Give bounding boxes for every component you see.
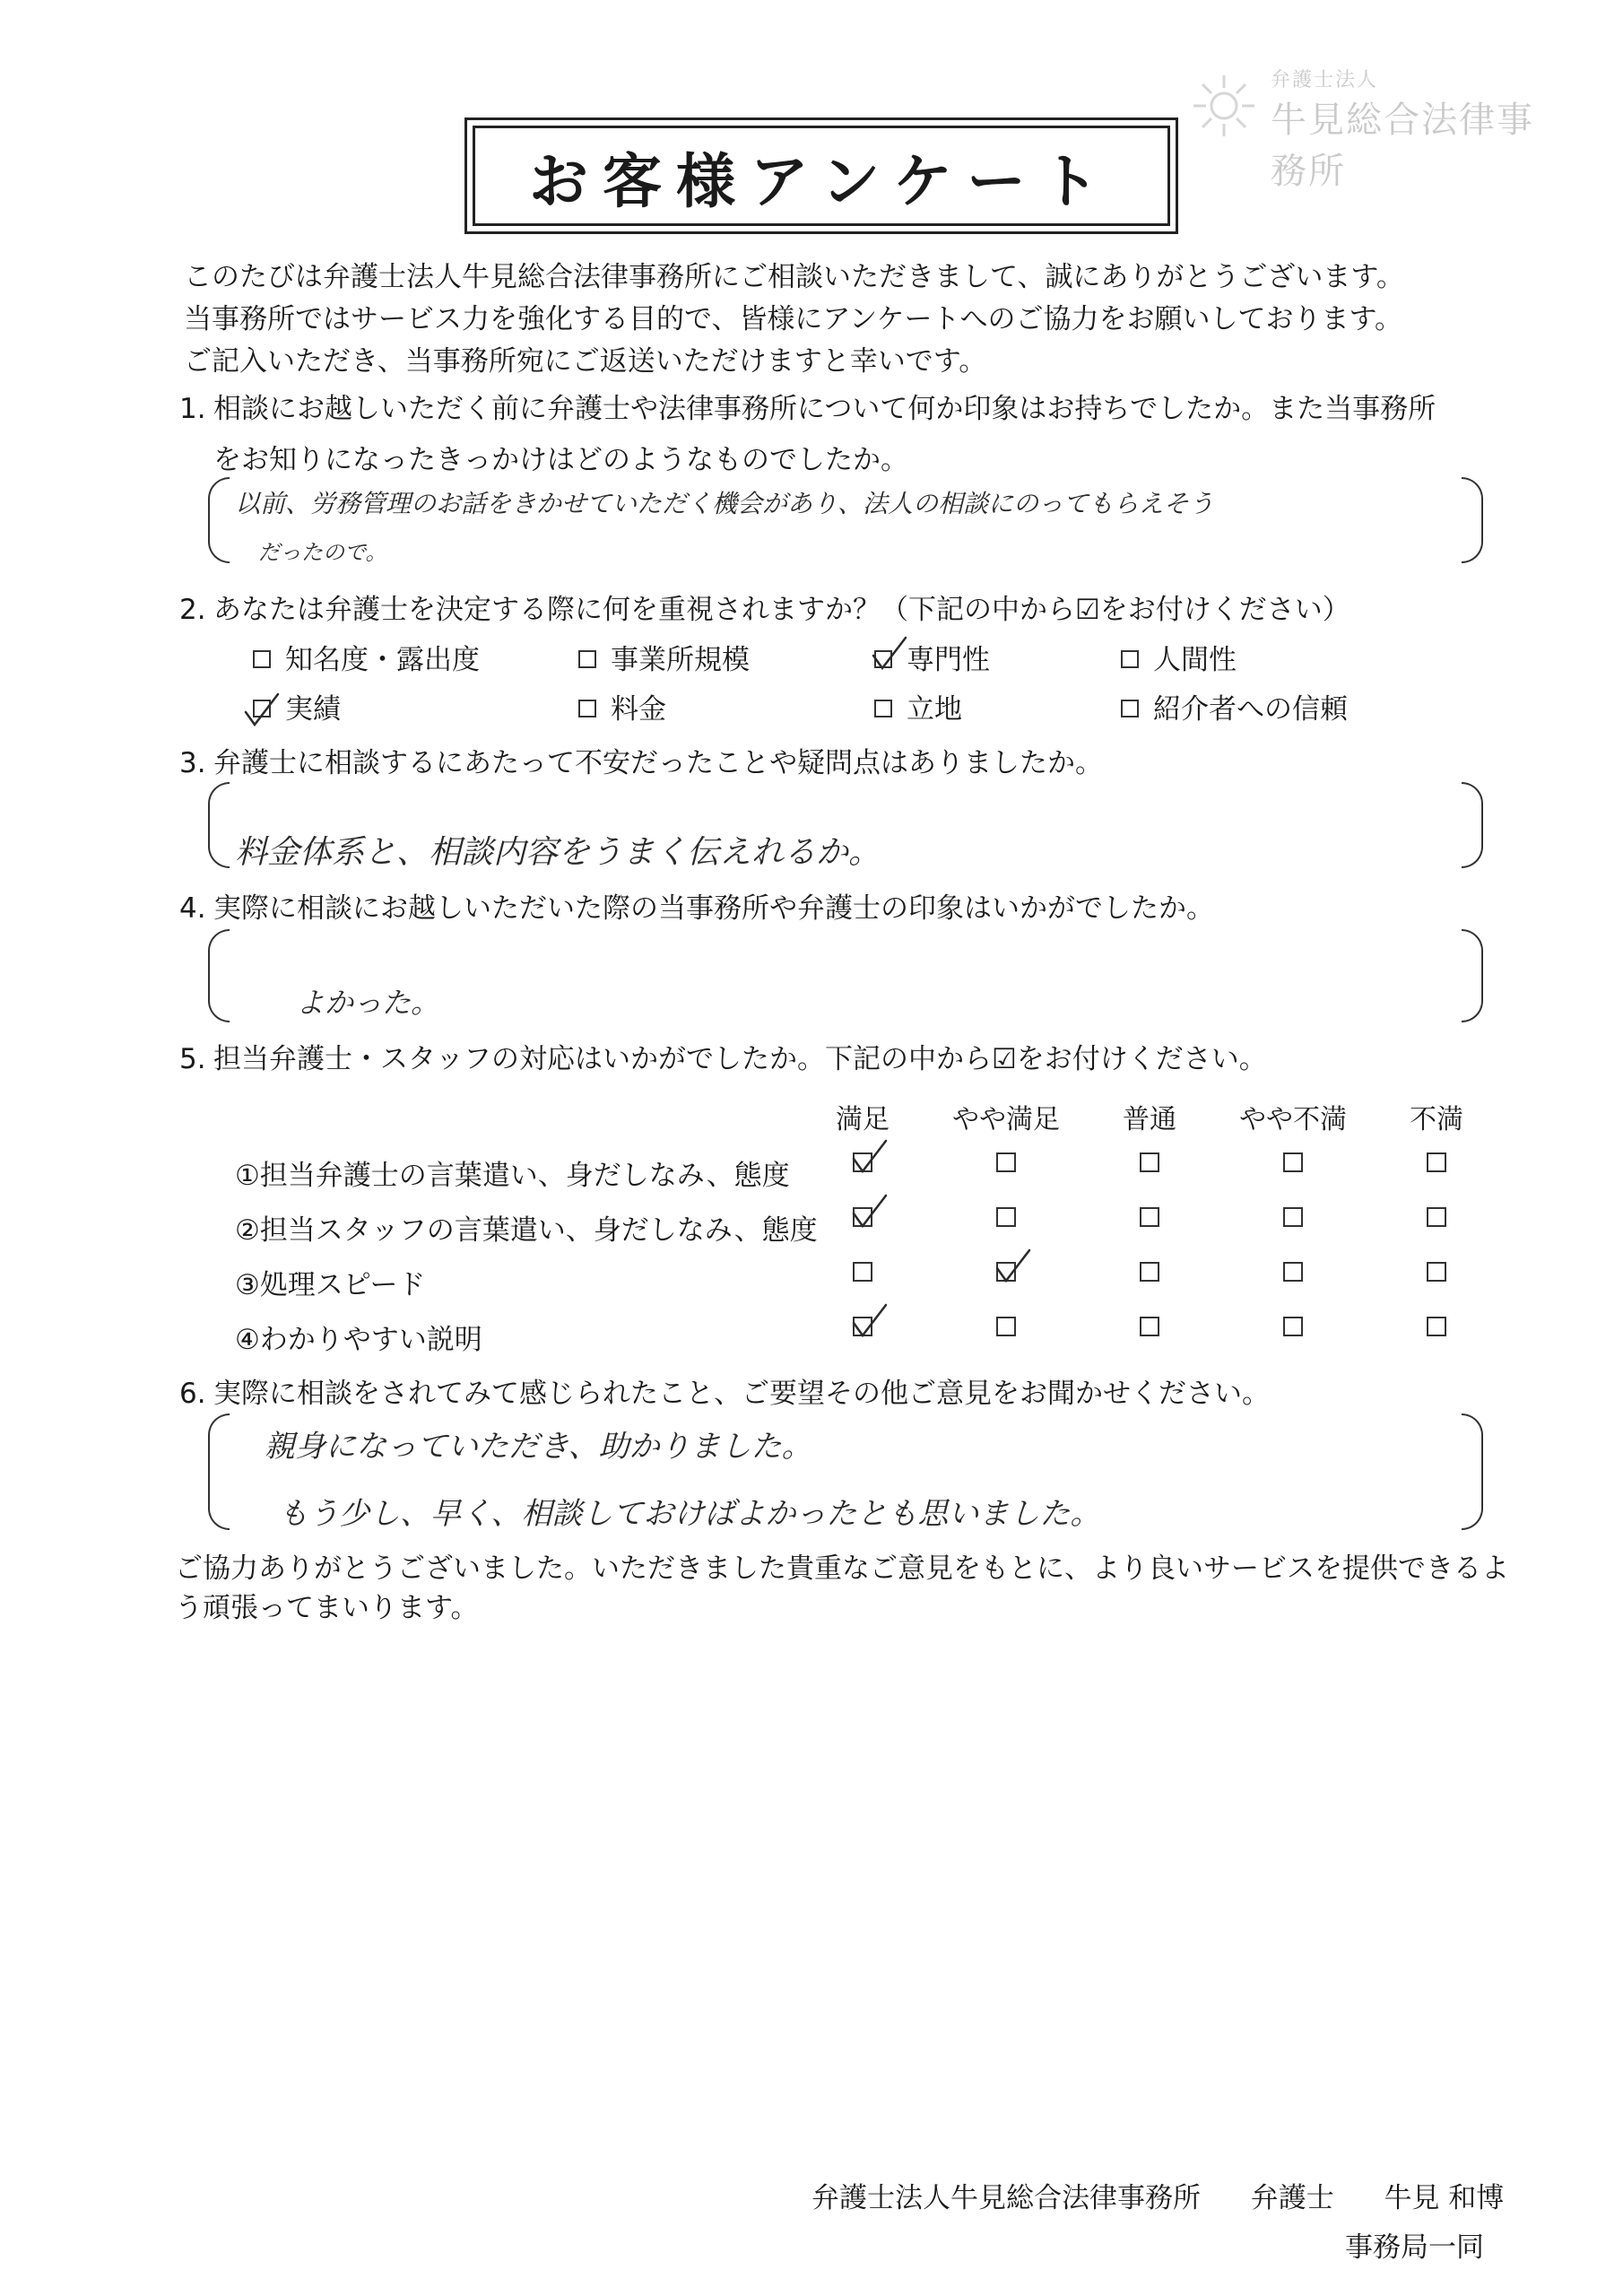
- rating-checkbox[interactable]: [1140, 1317, 1159, 1336]
- handwritten-check-icon: [992, 1245, 1035, 1288]
- handwritten-check-icon: [868, 632, 911, 675]
- answer-bracket-left: [208, 1413, 230, 1530]
- rating-checkbox[interactable]: [1427, 1262, 1446, 1282]
- rating-checkbox[interactable]: [1140, 1262, 1159, 1282]
- question-text: あなたは弁護士を決定する際に何を重視されますか？（下記の中から☑をお付けください）: [213, 594, 1350, 626]
- option-label: 知名度・露出度: [285, 644, 480, 676]
- intro-line: 当事務所ではサービス力を強化する目的で、皆様にアンケートへのご協力をお願いしております。: [184, 303, 1403, 335]
- question-number: 6.: [179, 1378, 206, 1410]
- option-office-size[interactable]: [578, 637, 750, 677]
- rating-checkbox[interactable]: [996, 1317, 1016, 1336]
- rating-row-label: ③処理スピード: [235, 1269, 426, 1301]
- firm-logo: [1188, 65, 1565, 192]
- closing-line: ご協力ありがとうございました。いただきました貴重なご意見をもとに、より良いサービスを提供できるよ: [175, 1552, 1509, 1585]
- option-referrer-trust[interactable]: [1121, 686, 1348, 726]
- column-somewhat-dissatisfied: やや不満: [1239, 1104, 1347, 1135]
- closing-line: う頑張ってまいります。: [175, 1592, 479, 1624]
- rating-checkbox[interactable]: [1283, 1262, 1303, 1282]
- question-number: 1.: [179, 393, 206, 425]
- option-location[interactable]: [874, 686, 962, 726]
- question-number: 4.: [179, 892, 206, 925]
- closing-text: [175, 1549, 1509, 1628]
- question-number: 3.: [179, 747, 206, 779]
- firm-emblem-icon: [1188, 70, 1260, 142]
- signature-name: 牛見 和博: [1384, 2182, 1505, 2214]
- rating-row-label: ④わかりやすい説明: [235, 1324, 482, 1356]
- page-title: お客様アンケート: [473, 126, 1170, 226]
- question-2: [179, 587, 1350, 627]
- handwritten-check-icon: [848, 1135, 891, 1178]
- rating-checkbox[interactable]: [1283, 1152, 1303, 1172]
- option-label: 専門性: [907, 644, 990, 676]
- handwritten-check-icon: [848, 1300, 891, 1343]
- rating-checkbox[interactable]: [1427, 1317, 1446, 1336]
- checkbox[interactable]: [874, 700, 892, 718]
- answer-bracket-left: [208, 782, 230, 868]
- answer-6-line-1: 親身になっていただき、助かりました。: [265, 1429, 812, 1465]
- checkbox[interactable]: [578, 700, 596, 718]
- answer-bracket-right: [1462, 1413, 1483, 1530]
- question-text: 相談にお越しいただく前に弁護士や法律事務所について何か印象はお持ちでしたか。また当事務所: [213, 393, 1436, 425]
- rating-checkbox[interactable]: [1283, 1207, 1303, 1227]
- answer-6-line-2: もう少し、早く、相談しておけばよかったとも思いました。: [278, 1496, 1101, 1532]
- option-label: 紹介者への信頼: [1153, 693, 1348, 726]
- rating-checkbox[interactable]: [853, 1262, 872, 1282]
- answer-3: 料金体系と、相談内容をうまく伝えれるか。: [235, 834, 881, 871]
- option-recognition[interactable]: [253, 637, 480, 677]
- question-4: [179, 885, 1214, 926]
- question-text: 実際に相談にお越しいただいた際の当事務所や弁護士の印象はいかがでしたか。: [213, 892, 1214, 925]
- column-somewhat-satisfied: やや満足: [952, 1104, 1060, 1135]
- signature-role: 弁護士: [1250, 2182, 1334, 2214]
- intro-line: ご記入いただき、当事務所宛にご返送いただけますと幸いです。: [184, 345, 987, 378]
- question-5: [179, 1036, 1267, 1076]
- option-label: 立地: [907, 693, 962, 726]
- rating-row-label: ①担当弁護士の言葉遣い、身だしなみ、態度: [235, 1160, 790, 1192]
- checkbox[interactable]: [253, 650, 271, 668]
- column-neutral: 普通: [1123, 1104, 1176, 1135]
- answer-bracket-right: [1462, 477, 1483, 563]
- question-1-cont: をお知りになったきっかけはどのようなものでしたか。: [213, 444, 908, 476]
- option-fee[interactable]: [578, 686, 666, 726]
- answer-1-line-1: 以前、労務管理のお話をきかせていただく機会があり、法人の相談にのってもらえそう: [235, 489, 1214, 518]
- rating-checkbox[interactable]: [996, 1207, 1016, 1227]
- rating-checkbox[interactable]: [1427, 1152, 1446, 1172]
- handwritten-check-icon: [848, 1190, 891, 1233]
- answer-bracket-left: [208, 477, 230, 563]
- column-satisfied: 満足: [836, 1104, 890, 1135]
- signature-line: [812, 2175, 1504, 2215]
- intro-text: [184, 257, 1457, 383]
- rating-checkbox[interactable]: [1140, 1152, 1159, 1172]
- checkbox[interactable]: [578, 650, 596, 668]
- rating-checkbox[interactable]: [1283, 1317, 1303, 1336]
- question-number: 2.: [179, 594, 206, 626]
- intro-line: このたびは弁護士法人牛見総合法律事務所にご相談いただきまして、誠にありがとうございます。: [184, 261, 1404, 293]
- answer-4: よかった。: [296, 986, 440, 1020]
- rating-checkbox[interactable]: [1427, 1207, 1446, 1227]
- option-label: 人間性: [1153, 644, 1237, 676]
- question-3: [179, 740, 1103, 780]
- question-1: [179, 386, 1436, 426]
- option-label: 実績: [285, 693, 341, 726]
- answer-1-line-2: だったので。: [258, 540, 387, 565]
- question-6: [179, 1370, 1270, 1411]
- column-dissatisfied: 不満: [1410, 1104, 1463, 1135]
- question-text: 担当弁護士・スタッフの対応はいかがでしたか。下記の中から☑をお付けください。: [213, 1043, 1267, 1075]
- question-text: 弁護士に相談するにあたって不安だったことや疑問点はありましたか。: [213, 747, 1103, 779]
- rating-checkbox[interactable]: [1140, 1207, 1159, 1227]
- rating-checkbox[interactable]: [996, 1152, 1016, 1172]
- handwritten-check-icon: [240, 689, 283, 732]
- answer-bracket-left: [208, 929, 230, 1022]
- signature-office: 事務局一同: [1345, 2231, 1484, 2264]
- checkbox[interactable]: [1121, 650, 1139, 668]
- rating-row-label: ②担当スタッフの言葉遣い、身だしなみ、態度: [235, 1214, 818, 1247]
- question-text: 実際に相談をされてみて感じられたこと、ご要望その他ご意見をお聞かせください。: [213, 1378, 1270, 1410]
- signature-firm: 弁護士法人牛見総合法律事務所: [812, 2182, 1201, 2214]
- logo-firm-name: 牛見総合法律事務所: [1271, 100, 1534, 192]
- question-number: 5.: [179, 1043, 206, 1075]
- answer-bracket-right: [1462, 929, 1483, 1022]
- logo-subtitle: 弁護士法人: [1271, 69, 1379, 91]
- checkbox[interactable]: [1121, 700, 1139, 718]
- option-label: 事業所規模: [611, 644, 750, 676]
- option-label: 料金: [611, 693, 666, 726]
- option-personality[interactable]: [1121, 637, 1237, 677]
- answer-bracket-right: [1462, 782, 1483, 868]
